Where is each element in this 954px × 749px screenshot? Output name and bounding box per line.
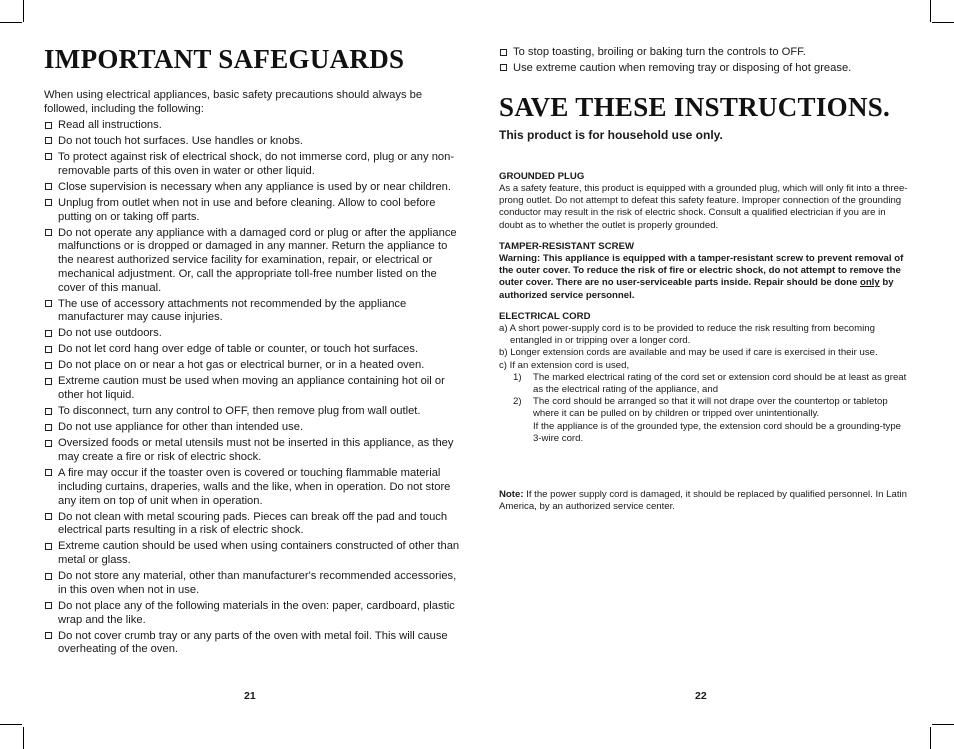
checkbox-bullet-icon (45, 153, 52, 160)
page-number: 21 (244, 690, 256, 702)
list-item: Read all instructions. (44, 119, 460, 133)
checkbox-bullet-icon (500, 64, 507, 71)
section-heading: TAMPER-RESISTANT SCREW (499, 241, 635, 252)
section-heading: ELECTRICAL CORD (499, 311, 591, 322)
checkbox-bullet-icon (45, 469, 52, 476)
checkbox-bullet-icon (500, 49, 507, 56)
list-item: Do not operate any appliance with a damaged cord or plug or after the appliance malfunctions or is dropped or damaged in any manner. Return the appliance to the nearest authorized service facility for examination, repair, or electrical or mechanical adjustment. Or, call the appropriate toll-free number listed on the cover of this manual. (44, 227, 460, 296)
intro-text: When using electrical appliances, basic safety precautions should always be followed, including the following: (44, 89, 423, 115)
list-item: To disconnect, turn any control to OFF, then remove plug from wall outlet. (44, 405, 460, 419)
grounded-plug-section (499, 171, 911, 232)
checkbox-bullet-icon (45, 183, 52, 190)
checkbox-bullet-icon (45, 408, 52, 415)
crop-mark (932, 724, 954, 725)
crop-mark (932, 22, 954, 23)
checkbox-bullet-icon (45, 424, 52, 431)
checkbox-bullet-icon (45, 632, 52, 639)
list-item: A fire may occur if the toaster oven is covered or touching flammable material including curtains, draperies, walls and the like, when in operation. Do not store any item on top of unit when in operation. (44, 467, 460, 508)
list-item: Extreme caution must be used when moving an appliance containing hot oil or other hot liquid. (44, 375, 460, 403)
checkbox-bullet-icon (45, 602, 52, 609)
crop-mark (0, 724, 22, 725)
checkbox-bullet-icon (45, 122, 52, 129)
list-item: Do not cover crumb tray or any parts of the oven with metal foil. This will cause overheating of the oven. (44, 630, 460, 658)
list-item: Do not use outdoors. (44, 327, 460, 341)
checkbox-bullet-icon (45, 378, 52, 385)
checkbox-bullet-icon (45, 199, 52, 206)
cord-item-b: b) Longer extension cords are available and may be used if care is exercised in their use. (499, 347, 878, 359)
cord-subitem-2: 2) The cord should be arranged so that it will not drape over the countertop or tabletop where it can be pulled on by children or tripped over unintentionally. If the appliance is of the grounded type, the extension cord should be a grounding-type 3-wire cord. (513, 396, 902, 444)
checkbox-bullet-icon (45, 573, 52, 580)
list-item: To protect against risk of electrical shock, do not immerse cord, plug or any non-removable parts of this oven in water or other liquid. (44, 151, 460, 179)
crop-mark (930, 0, 931, 22)
note-text: Note: If the power supply cord is damaged, it should be replaced by qualified personnel. In Latin America, by an authorized service center. (499, 489, 907, 513)
checkbox-bullet-icon (45, 137, 52, 144)
list-item: Do not use appliance for other than intended use. (44, 421, 460, 435)
cord-item-a: a) A short power-supply cord is to be provided to reduce the risk resulting from becoming entangled in or tripping over a longer cord. (499, 323, 875, 347)
section-text: Warning: This appliance is equipped with a tamper-resistant screw to prevent removal of the outer cover. To reduce the risk of fire or electric shock, do not attempt to remove the outer cover. There are no user-serviceable parts inside. Repair should be done only by authorized service personnel. (499, 253, 904, 301)
list-item: The use of accessory attachments not recommended by the appliance manufacturer may cause injuries. (44, 298, 460, 326)
electrical-cord-section (499, 311, 911, 445)
household-use-note: This product is for household use only. (499, 128, 723, 142)
checkbox-bullet-icon (45, 362, 52, 369)
save-instructions-title: SAVE THESE INSTRUCTIONS. (499, 92, 891, 122)
checkbox-bullet-icon (45, 300, 52, 307)
checkbox-bullet-icon (45, 330, 52, 337)
list-item: Extreme caution should be used when using containers constructed of other than metal or glass. (44, 540, 460, 568)
list-item: Do not touch hot surfaces. Use handles or knobs. (44, 135, 460, 149)
list-item: Do not let cord hang over edge of table or counter, or touch hot surfaces. (44, 343, 460, 357)
checkbox-bullet-icon (45, 229, 52, 236)
section-text: As a safety feature, this product is equipped with a grounded plug, which will only fit into a three-prong outlet. Do not attempt to defeat this safety feature. Improper connection of the grounding conductor may result in the risk of electric shock. Consult a qualified electrician if you are in doubt as to whether the outlet is properly grounded. (499, 183, 908, 231)
checkbox-bullet-icon (45, 543, 52, 550)
list-item: Do not place on or near a hot gas or electrical burner, or in a heated oven. (44, 359, 460, 373)
crop-mark (23, 0, 24, 22)
tamper-screw-section (499, 241, 911, 302)
crop-mark (930, 727, 931, 749)
cord-item-c: c) If an extension cord is used, (499, 359, 630, 371)
page-title: IMPORTANT SAFEGUARDS (44, 44, 405, 74)
checkbox-bullet-icon (45, 513, 52, 520)
checkbox-bullet-icon (45, 440, 52, 447)
list-item: Unplug from outlet when not in use and before cleaning. Allow to cool before putting on or taking off parts. (44, 197, 460, 225)
page-number: 22 (695, 690, 707, 702)
crop-mark (23, 727, 24, 749)
cord-subitem-1: 1) The marked electrical rating of the cord set or extension cord should be at least as great as the electrical rating of the appliance, and (513, 371, 907, 396)
list-item: To stop toasting, broiling or baking turn the controls to OFF. (499, 46, 911, 60)
continued-list (499, 46, 911, 78)
safeguards-list (44, 119, 460, 659)
list-item: Oversized foods or metal utensils must not be inserted in this appliance, as they may create a fire or risk of electric shock. (44, 437, 460, 465)
checkbox-bullet-icon (45, 346, 52, 353)
list-item: Do not store any material, other than manufacturer's recommended accessories, in this oven when not in use. (44, 570, 460, 598)
section-heading: GROUNDED PLUG (499, 171, 585, 182)
list-item: Do not place any of the following materials in the oven: paper, cardboard, plastic wrap and the like. (44, 600, 460, 628)
list-item: Use extreme caution when removing tray or disposing of hot grease. (499, 62, 911, 76)
list-item: Do not clean with metal scouring pads. Pieces can break off the pad and touch electrical parts resulting in a risk of electric shock. (44, 511, 460, 539)
crop-mark (0, 22, 22, 23)
note-section (499, 489, 911, 513)
list-item: Close supervision is necessary when any appliance is used by or near children. (44, 181, 460, 195)
